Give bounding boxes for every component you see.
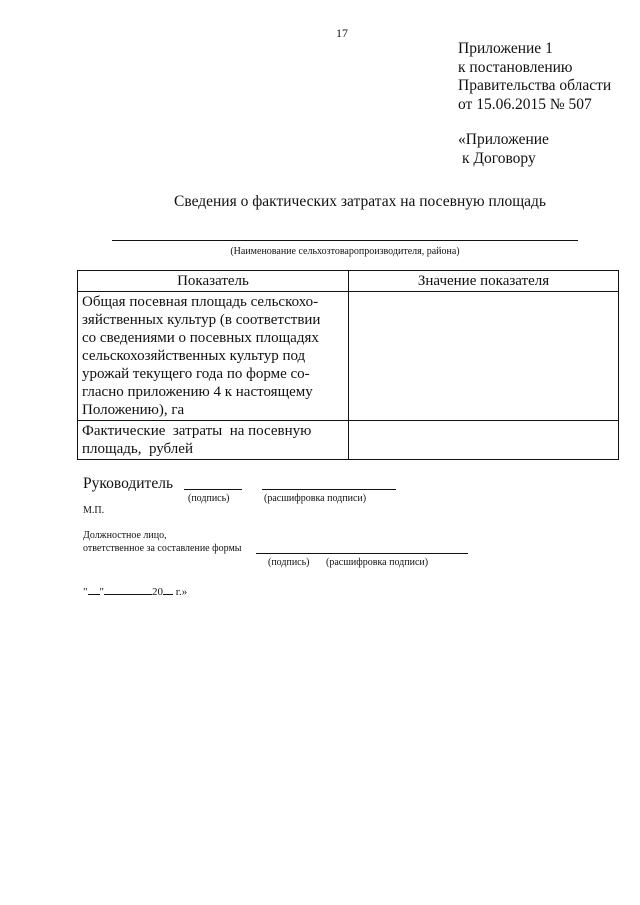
document-title: Сведения о фактических затратах на посевную площадь xyxy=(174,193,546,210)
date-year-blank xyxy=(163,584,173,595)
indicator-line: зяйственных культур (в соответствии xyxy=(82,312,321,328)
head-label: Руководитель xyxy=(83,475,174,492)
appendix-line: Правительства области xyxy=(458,77,612,94)
indicators-table xyxy=(77,270,619,460)
date-line xyxy=(83,584,187,598)
appendix-header xyxy=(458,40,611,168)
producer-caption: (Наименование сельхозтоваропроизводителя, района) xyxy=(230,246,460,257)
date-month-blank xyxy=(104,584,152,595)
date-day-blank xyxy=(88,584,100,595)
indicator-line: Общая посевная площадь сельскохо- xyxy=(82,294,319,310)
indicator-line: площадь, рублей xyxy=(82,441,193,457)
signature-caption: (подпись) xyxy=(188,493,230,504)
stamp-label: М.П. xyxy=(83,505,105,516)
indicator-line: со сведениями о посевных площадях xyxy=(82,330,319,346)
decoding-caption: (расшифровка подписи) xyxy=(264,493,367,504)
indicator-cell xyxy=(78,292,349,421)
indicator-line: гласно приложению 4 к настоящему xyxy=(82,384,313,400)
appendix-line: Приложение 1 xyxy=(458,40,553,57)
indicator-line: Фактические затраты на посевную xyxy=(82,423,312,439)
date-close-quote: " xyxy=(99,586,104,598)
official-responsible-label: ответственное за составление формы xyxy=(83,543,242,554)
producer-name-line xyxy=(112,240,578,241)
appendix-line: к Договору xyxy=(462,149,536,167)
appendix-line: к постановлению xyxy=(458,58,573,76)
official-signature-line xyxy=(256,553,468,554)
date-suffix: г.» xyxy=(173,586,188,598)
header-value: Значение показателя xyxy=(349,271,619,292)
appendix-gap xyxy=(458,114,611,131)
indicator-cell xyxy=(78,421,349,460)
indicator-line: урожай текущего года по форме со- xyxy=(82,366,310,382)
table-header-row xyxy=(78,271,619,292)
value-cell xyxy=(349,421,619,460)
official-label: Должностное лицо, xyxy=(83,530,167,541)
head-decoding-line xyxy=(262,489,396,490)
page-number: 17 xyxy=(336,26,348,40)
header-indicator: Показатель xyxy=(78,271,349,292)
value-cell xyxy=(349,292,619,421)
head-signature-line xyxy=(184,489,242,490)
table-row xyxy=(78,292,619,421)
appendix-line: «Приложение xyxy=(458,131,549,148)
decoding-caption-2: (расшифровка подписи) xyxy=(326,557,429,568)
indicator-line: Положению), га xyxy=(82,402,185,418)
table-row xyxy=(78,421,619,460)
appendix-line: от 15.06.2015 № 507 xyxy=(458,95,592,113)
indicator-line: сельскохозяйственных культур под xyxy=(82,348,306,364)
date-open-quote: " xyxy=(83,586,88,598)
date-year-prefix: 20 xyxy=(152,586,163,598)
signature-caption-2: (подпись) xyxy=(268,557,310,568)
